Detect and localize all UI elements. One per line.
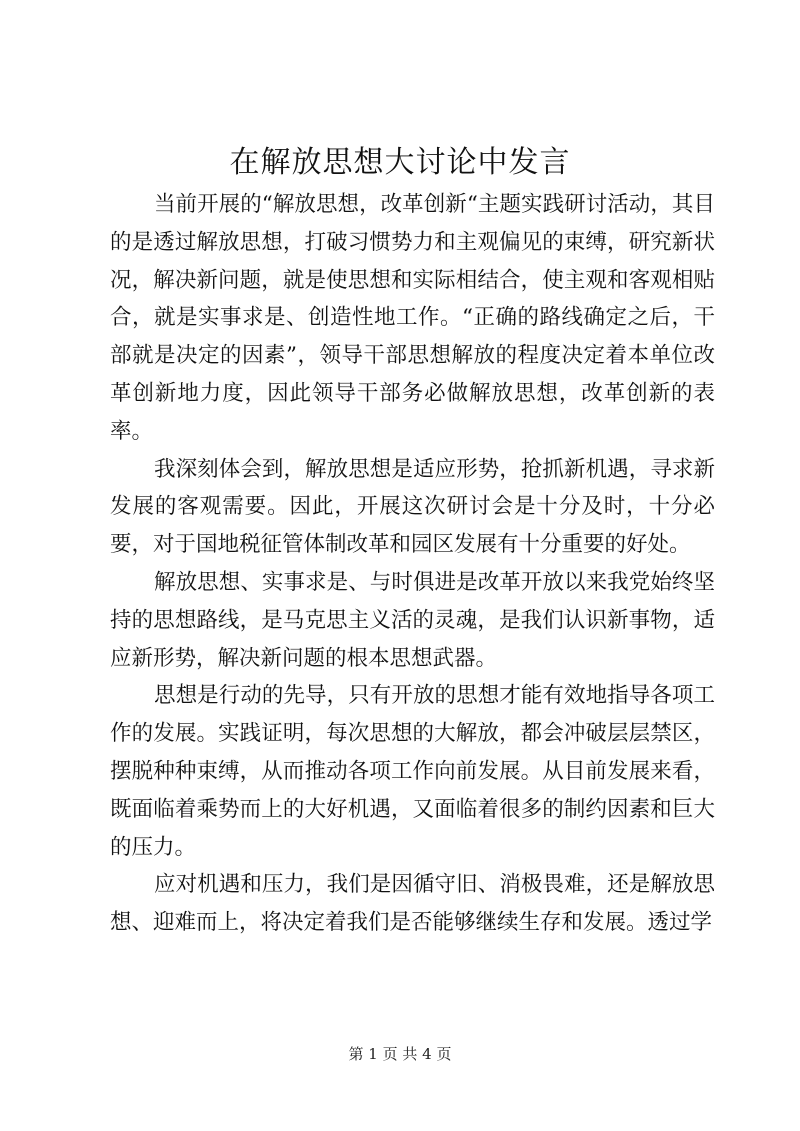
paragraph-1: 当前开展的“解放思想，改革创新“主题实践研讨活动，其目的是透过解放思想，打破习惯势力和主观偏见的束缚，研究新状况，解决新问题，就是使思想和实际相结合，使主观和客观相贴合，就是实事求是、创造性地工作。“正确的路线确定之后，干部就是决定的因素”，领导干部思想解放的程度决定着本单位改革创新地力度，因此领导干部务必做解放思想，改革创新的表率。 xyxy=(110,192,715,444)
paragraph-4: 思想是行动的先导，只有开放的思想才能有效地指导各项工作的发展。实践证明，每次思想的大解放，都会冲破层层禁区，摆脱种种束缚，从而推动各项工作向前发展。从目前发展来看，既面临着乘势而上的大好机遇，又面临着很多的制约因素和巨大的压力。 xyxy=(110,683,715,860)
paragraph-3: 解放思想、实事求是、与时俱进是改革开放以来我党始终坚持的思想路线，是马克思主义活的灵魂，是我们认识新事物，适应新形势，解决新问题的根本思想武器。 xyxy=(110,569,715,671)
paragraph-2: 我深刻体会到，解放思想是适应形势，抢抓新机遇，寻求新发展的客观需要。因此，开展这次研讨会是十分及时，十分必要，对于国地税征管体制改革和园区发展有十分重要的好处。 xyxy=(110,456,715,558)
document-body xyxy=(110,186,715,942)
document-title: 在解放思想大讨论中发言 xyxy=(229,145,571,180)
paragraph-5: 应对机遇和压力，我们是因循守旧、消极畏难，还是解放思想、迎难而上，将决定着我们是否能够继续生存和发展。透过学 xyxy=(110,872,715,936)
page-number-footer: 第 1 页 共 4 页 xyxy=(348,1045,452,1063)
